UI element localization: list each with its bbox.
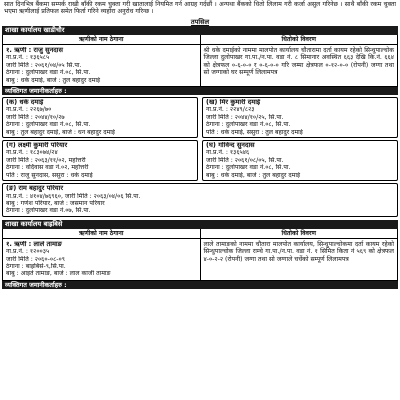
guarantor-line: बाबु : गणेश परियार, बाजे : जसमान परियार	[6, 199, 105, 207]
guarantor-line: पति : धके दमाई, ससुरा : तुल बहादुर दमाई	[206, 128, 303, 136]
column-header-borrower: ऋणीको नाम ठेगाना	[79, 36, 124, 43]
borrower-line: जारी मिति : २०६०-०८-०९	[6, 255, 65, 263]
borrower-name: १. ऋणी : लाले तामाङ	[6, 240, 62, 248]
borrower-line: ना.प्र.नं. : १३६५८५	[6, 54, 50, 62]
column-header-collateral: धितोको विवरण	[200, 229, 398, 238]
guarantor-name: (ग) लक्ष्मी कुमारी परियार	[6, 142, 68, 150]
borrower-line: ना.प्र.नं. : १२००३५	[6, 248, 50, 256]
borrower-details	[3, 45, 200, 86]
guarantor-card	[202, 140, 398, 181]
guarantor-line: जारी मिति : २०४४/१०/२५, सि.पा.	[206, 113, 284, 121]
guarantor-line: ना.प्र.नं. : ४१०४/७६९६०, जारी मिति : २०६३/०४/०६ सि.पा.	[6, 192, 141, 200]
column-header-borrower: ऋणीको नाम ठेगाना	[79, 229, 124, 237]
guarantor-name: (ङ) राम बहादुर परियार	[6, 185, 64, 193]
guarantor-card	[202, 97, 398, 138]
guarantor-line: जारी मिति : २०६१/०८/०५, सि.पा.	[206, 156, 284, 164]
borrower-line: बाबु : धके दमाई, बाजे : तुल बहादुर दमाई	[6, 76, 101, 84]
guarantor-line: ठेगाना : दुलोपाखर वडा नं.०८, सि.पा.	[6, 121, 91, 129]
guarantor-line: ना.प्र.नं. : १८३०७४/२४	[6, 149, 58, 157]
notice-page	[2, 0, 398, 400]
guarantor-line: ना.प्र.नं. : २२४९/८२३	[206, 106, 255, 114]
guarantor-name: (क) धके दमाई	[6, 99, 44, 107]
tapsil-heading: तपसिल	[190, 18, 210, 26]
guarantor-line: ठेगाना : वर्दिवास वडा नं.०२, महोत्तरी	[6, 164, 89, 172]
guarantor-card	[2, 140, 198, 181]
guarantor-line: ना.प्र.नं. : १३६५४६	[206, 149, 250, 157]
guarantor-row	[2, 140, 398, 181]
guarantor-line: पति : राजु सुनदास, ससुरा : धके दमाई	[6, 171, 93, 179]
borrower-details	[3, 239, 200, 280]
guarantor-card	[2, 97, 198, 138]
intro-paragraph: सात दिनभित्र बैंकमा सम्पर्क राखी बाँकी रकम चुक्ता गरी खातालाई नियमित गर्न आग्रह गर्दछौं । अन्यथा बैंकको धितो लिलाम गरी कर्जा असुल गरिनेछ । साथै बाँकी रकम चुक्ता भएमा ऋणीलाई प्रतिफल समेत फिर्ता गरिने व्यहोरा अनुरोध गरिन्छ ।	[4, 1, 396, 16]
guarantor-line: ठेगाना : दुलोपाखर वडा नं.०७, सि.पा.	[6, 207, 91, 215]
column-headers	[2, 229, 398, 239]
guarantor-line: जारी मिति : २०६३/११/०२, महोत्तरी	[6, 156, 86, 164]
borrower-line: बाबु : आइते तामाङ, बाजे : लाल काजी तामाङ	[6, 270, 111, 278]
borrower-name: १. ऋणी : राजु सुनदास	[6, 47, 63, 54]
borrower-row	[2, 239, 398, 281]
borrower-line: जारी मिति : २०६१/०४/०५ सि.पा.	[6, 61, 82, 69]
guarantor-name: (ख) मिर कुमारी दमाई	[206, 99, 261, 107]
guarantor-line: ठेगाना : दुलोपाखर वडा नं.०८, सि.पा.	[206, 121, 291, 129]
guarantor-line: बाबु : धके दमाई, बाजे : तुल बहादुर दमाई	[206, 171, 301, 179]
guarantor-line: ठेगाना : दुलोपाखर वडा नं.०८, सि.पा.	[206, 164, 291, 172]
guarantor-card-wide	[2, 183, 398, 217]
column-header-collateral: धितोको विवरण	[200, 35, 398, 44]
borrower-row	[2, 45, 398, 87]
borrower-line: ठेगाना : दुलोपाखर वडा नं.०८, सि.पा.	[6, 69, 91, 77]
guarantor-line: ना.प्र.नं. : २२६७/७०	[6, 106, 52, 114]
guarantor-heading: व्यक्तिगत जमानीकर्ताहरु :	[2, 281, 398, 289]
column-headers	[2, 35, 398, 45]
branch-heading-barhabise: शाखा कार्यालय बाह्रबिसे	[2, 220, 398, 229]
guarantor-line: जारी मिति : २०४४/१०/२७	[6, 113, 65, 121]
guarantor-row	[2, 97, 398, 138]
guarantor-heading: व्यक्तिगत जमानीकर्ताहरु :	[2, 87, 398, 95]
collateral-details: लाले तामाङको नाममा चौतारा मालपोत कार्यालय, सिन्धुपाल्चोकमा दर्ता कायम रहेको सिन्धुपाल्चोक जिल्ला राम्चे गा.पा./न.पा. वडा नं. १ सिमित किता नं ५६९ को क्षेत्रफल ४-०-२-२ (रोपनी) जग्गा तथा सो जग्गाले चर्चेको सम्पूर्ण लिलामपत्र	[200, 239, 398, 280]
guarantor-name: (घ) गोविन्द सुनदास	[206, 142, 255, 150]
guarantor-line: बाबु : तुल बहादुर दमाई, बाजे : धन बहादुर दमाई	[6, 128, 115, 136]
branch-heading-khadichaur: शाखा कार्यालय खाडीचौर	[2, 26, 398, 35]
collateral-details: श्री धके दमाईको नाममा मालपोत कार्यालय चौतारामा दर्ता कायम रहेको सिन्धुपाल्चोक जिल्ला दुलोपाखर गा.पा./न.पा. वडा नं. ८ सिमानार अवस्थित ६६३ देखि कि.नं. ६६४ को क्षेत्रफल ०-६-०-० र ०-६-०-० गरि जम्मा क्षेत्रफल ०-१२-०-० (रोपनी) जग्गा तथा सो जग्गाको घर सम्पूर्ण लिलामपत्र	[200, 45, 398, 86]
borrower-line: ठेगाना : बाह्रबिसे-९,सि.पा.	[6, 262, 66, 270]
